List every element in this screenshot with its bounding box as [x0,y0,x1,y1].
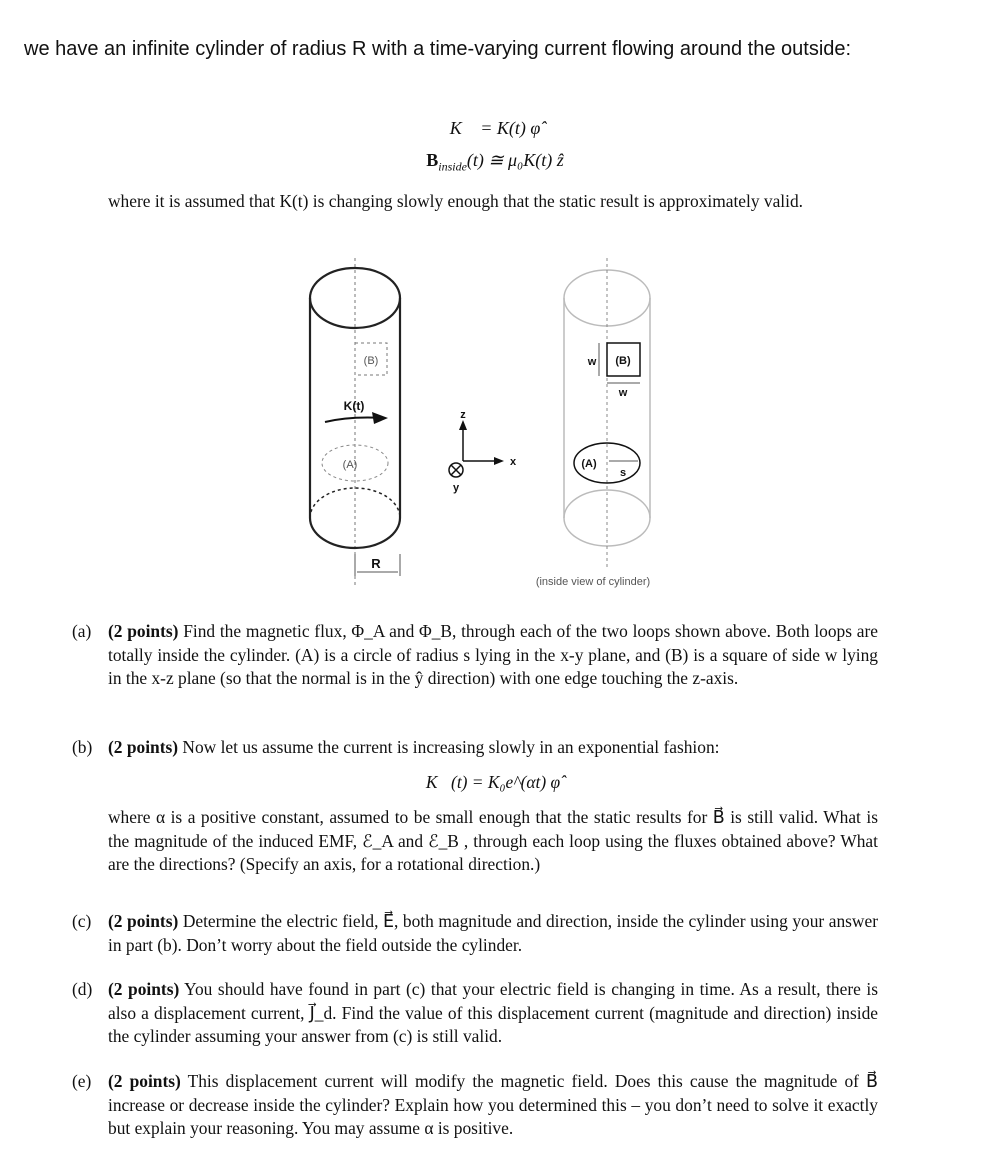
part-c-points: (2 points) [108,911,179,931]
equation-b-subscript: inside [438,159,467,174]
right-cylinder [536,258,650,588]
z-axis-label: z [460,409,466,421]
assumption-text: where it is assumed that K(t) is changing slowly enough that the static result is approximately valid. [108,191,803,211]
part-e [72,1070,878,1141]
left-cylinder [310,258,400,588]
part-c-text: Determine the electric field, E⃗, both magnitude and direction, inside the cylinder using your answer in part (b). Don’t worry about the field outside the cylinder. [108,911,878,955]
part-a-points: (2 points) [108,621,179,641]
coordinate-axes [449,409,517,494]
part-a-text: Find the magnetic flux, Φ_A and Φ_B, through each of the two loops shown above. Both loops are totally inside the cylinder. (A) is a circle of radius s lying in the x-y plane, and (B) is a square of side w lying in the x-z plane (so that the normal is in the ŷ direction) with one edge touching the z-axis. [108,621,878,688]
part-b-text2: where α is a positive constant, assumed to be small enough that the static results for B⃗ is still valid. What is the magnitude of the induced EMF, ℰ_A and ℰ_B , through each loop using the fluxes obtained above? What are the directions? (Specify an axis, for a rotational direction.) [108,807,878,874]
part-b [72,736,878,877]
part-c [72,910,878,957]
part-b-points: (2 points) [108,737,179,757]
current-label: K(t) [343,399,365,413]
part-e-points: (2 points) [108,1071,181,1091]
equation-b-inside [0,150,990,175]
part-a [72,620,878,691]
w-vertical-label: w [587,356,597,368]
part-d-points: (2 points) [108,979,180,999]
cylinder-figure [300,258,670,598]
w-horizontal-label: w [618,387,628,399]
equation-b-symbol: B [426,150,439,170]
equation-k-text: K⃗ = K(t) φ̂ [449,118,541,138]
radius-label: R [371,556,381,571]
x-axis-arrow [494,457,504,465]
s-label: s [619,467,627,479]
part-e-label: (e) [72,1071,92,1091]
part-b-equation: K⃗(t) = K₀e^(αt) φ̂ [425,771,561,792]
right-loop-a-label: (A) [581,458,597,470]
part-d-text: You should have found in part (c) that your electric field is changing in time. As a result, there is also a displacement current, J⃗_d. Find the value of this displacement current (magnitude and direction) inside the cylinder assuming your answer from (c) is still valid. [108,979,879,1046]
part-c-label: (c) [72,911,92,931]
z-axis-arrow [459,420,467,430]
x-axis-label: x [510,456,517,468]
equation-b-rhs: (t) ≅ μ₀K(t) ẑ [466,150,564,170]
current-arrow-head [372,412,388,424]
part-a-label: (a) [72,621,92,641]
part-b-text: Now let us assume the current is increasing slowly in an exponential fashion: [182,737,720,757]
right-loop-b-label: (B) [615,355,631,367]
left-loop-b-label: (B) [363,355,379,367]
y-axis-label: y [452,482,460,494]
figure-caption: (inside view of cylinder) [535,576,651,588]
part-b-label: (b) [72,737,93,757]
part-d-label: (d) [72,979,93,999]
equation-surface-current [0,118,990,139]
left-loop-a-label: (A) [342,459,358,471]
part-e-text: This displacement current will modify the magnetic field. Does this cause the magnitude of B⃗ increase or decrease inside the cylinder? Explain how you determined this – you don’t need to solve it exactly but explain your reasoning. You may assume α is positive. [108,1071,878,1138]
part-d [72,978,878,1049]
intro-text: we have an infinite cylinder of radius R with a time-varying current flowing around the outside: [24,38,852,60]
